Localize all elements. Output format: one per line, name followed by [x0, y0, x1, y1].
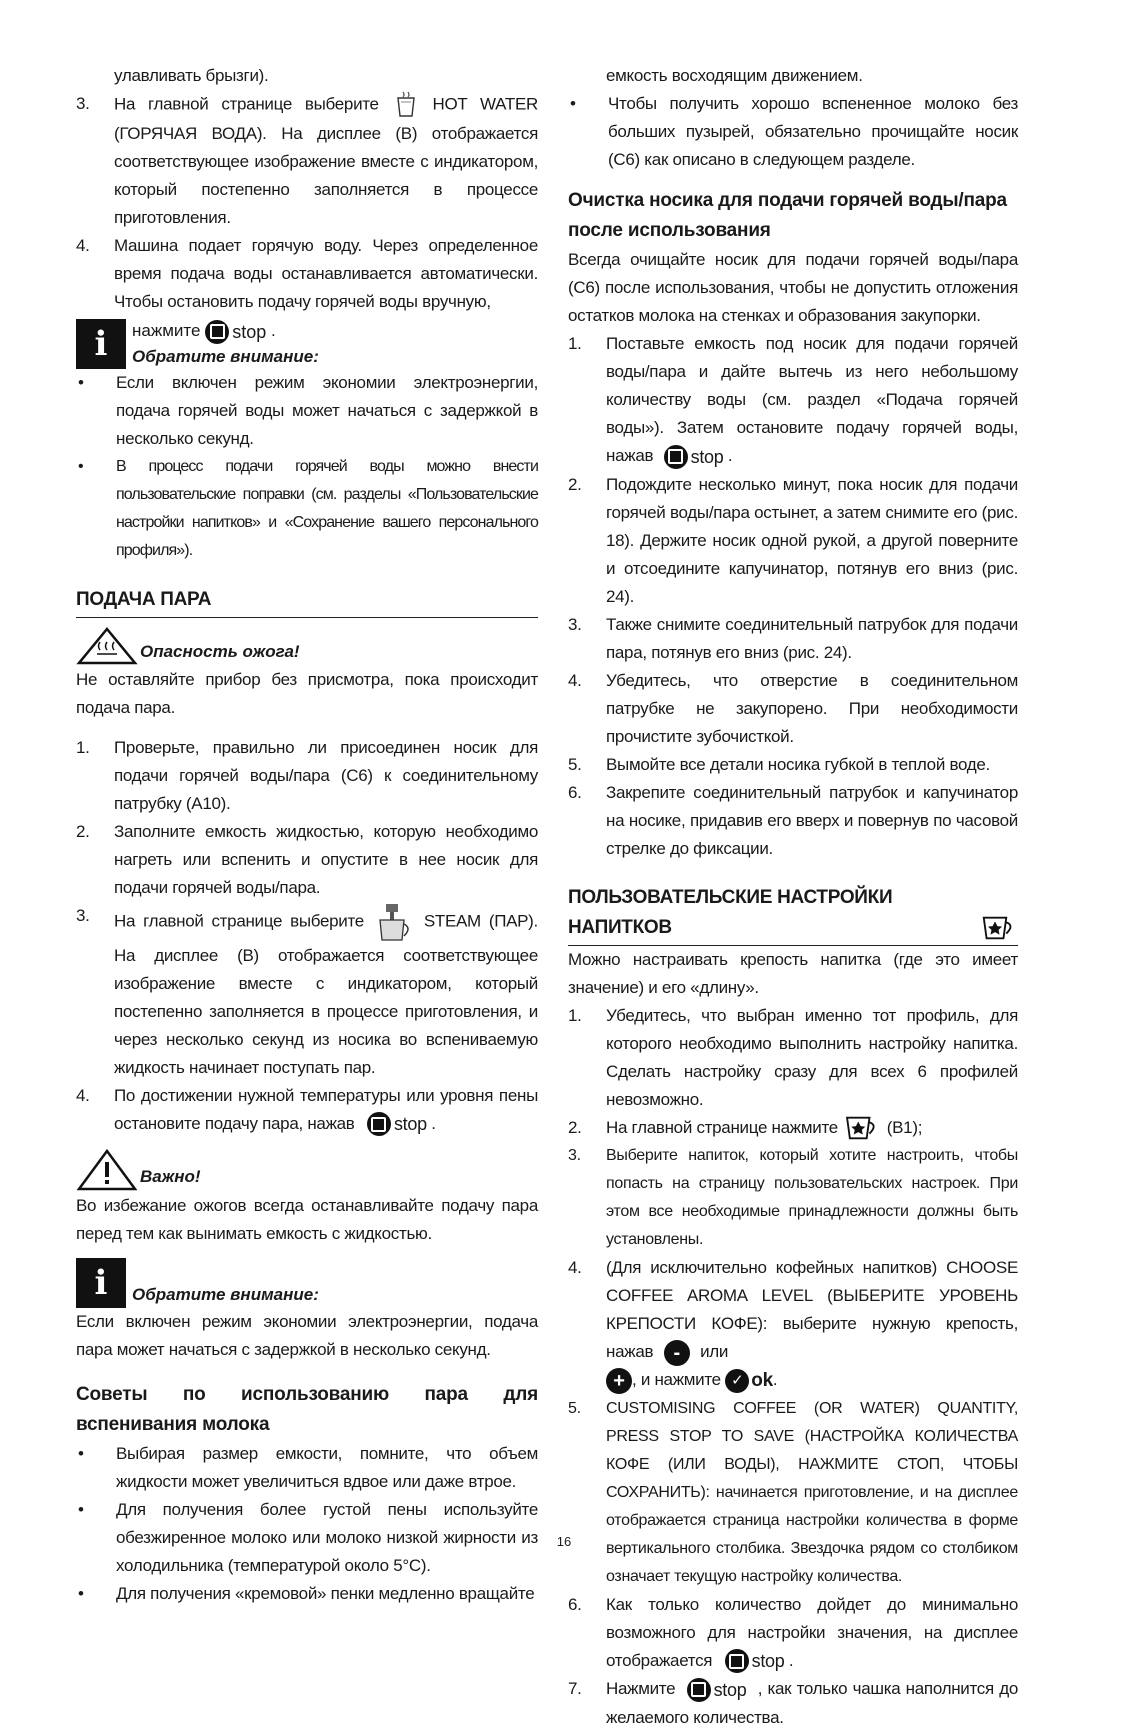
- steam-step: 3. На главной странице выберите STEAM (ПАР). На дисплее (B) отображается соответствующее изображение вместе с индикатором, который постепенно заполняется в процессе приготовления, и через несколько секунд из носика во вспениваемую жидкость начинает поступать пар.: [76, 902, 538, 1082]
- warning-icon: [76, 1148, 138, 1192]
- note-block-1: i нажмите stop . Обратите внимание:: [76, 318, 538, 369]
- star-cup-icon: [980, 913, 1018, 943]
- stop-button-icon: stop: [687, 1676, 747, 1704]
- custom-step: 4. (Для исключительно кофейных напитков) CHOOSE COFFEE AROMA LEVEL (ВЫБЕРИТЕ УРОВЕНЬ КРЕПОСТИ КОФЕ): выберите нужную крепость, нажав - или + , и нажмите ✓ ok .: [568, 1254, 1018, 1395]
- custom-step: 6. Как только количество дойдет до минимально возможного для настройки значения, на дисплее отображается stop .: [568, 1591, 1018, 1676]
- info-icon: i: [76, 319, 126, 369]
- clean-step: 5. Вымойте все детали носика губкой в теплой воде.: [568, 754, 990, 774]
- tips-continuation: емкость восходящим движением.: [606, 66, 863, 85]
- right-column: [568, 62, 1018, 1732]
- important-warning: [76, 1148, 538, 1192]
- ok-button-icon: ✓ ok: [725, 1367, 773, 1395]
- steam-jug-icon: [372, 902, 416, 942]
- press-label: нажмите: [132, 321, 201, 340]
- star-cup-icon: [842, 1114, 882, 1142]
- steam-step: 4. По достижении нужной температуры или уровня пены остановите подачу пара, нажав stop .: [76, 1082, 538, 1139]
- tips-bullet: • Выбирая размер емкости, помните, что объем жидкости может увеличиться вдвое или даже втрое.: [78, 1444, 538, 1492]
- tips-heading: Советы по использованию пара для вспенивания молока: [76, 1384, 538, 1436]
- custom-intro: Можно настраивать крепость напитка (где это имеет значение) и его «длину».: [568, 949, 1018, 997]
- note-bullet: • В процесс подачи горячей воды можно внести пользовательские поправки (см. разделы «Пользовательские настройки напитков» и «Сохранение вашего персонального профиля»).: [78, 457, 538, 559]
- important-title: Важно!: [140, 1167, 201, 1187]
- tips-bullet: • Для получения более густой пены используйте обезжиренное молоко или молоко низкой жирности из холодильника (температурой около 5°C).: [78, 1500, 538, 1576]
- note-bullet: • Если включен режим экономии электроэнергии, подача горячей воды может начаться с задержкой в несколько секунд.: [78, 372, 538, 448]
- hot-water-step-3: 3. На главной странице выберите HOT WATER (ГОРЯЧАЯ ВОДА). На дисплее (B) отображается соответствующее изображение вместе с индикатором, который постепенно заполняется в процессе приготовления.: [76, 90, 538, 232]
- clean-step: 3. Также снимите соединительный патрубок для подачи пара, потянув его вниз (рис. 24).: [568, 614, 1018, 662]
- tips-bullet: • Чтобы получить хорошо вспененное молоко без больших пузырей, обязательно прочищайте носик (C6) как описано в следующем разделе.: [570, 94, 1018, 169]
- stop-button-icon: stop: [367, 1110, 427, 1138]
- custom-step: 7. Нажмите stop , как только чашка наполнится до желаемого количества.: [568, 1675, 1018, 1732]
- minus-icon: -: [664, 1340, 690, 1366]
- steam-step: 2. Заполните емкость жидкостью, которую необходимо нагреть или вспенить и опустите в нее носик для подачи горячей воды/пара.: [76, 821, 538, 897]
- clean-step: 4. Убедитесь, что отверстие в соединительном патрубке не закупорено. При необходимости прочистите зубочисткой.: [568, 670, 1018, 746]
- page-number: 16: [556, 1534, 572, 1549]
- steam-step: 1. Проверьте, правильно ли присоединен носик для подачи горячей воды/пара (C6) к соединительному патрубку (A10).: [76, 737, 538, 813]
- hot-water-step-4: 4. Машина подает горячую воду. Через определенное время подача воды останавливается автоматически. Чтобы остановить подачу горячей воды вручную,: [76, 236, 538, 311]
- burn-text: Не оставляйте прибор без присмотра, пока происходит подача пара.: [76, 669, 538, 717]
- custom-step: 5. CUSTOMISING COFFEE (OR WATER) QUANTITY, PRESS STOP TO SAVE (НАСТРОЙКА КОЛИЧЕСТВА КОФЕ (ИЛИ ВОДЫ), НАЖМИТЕ СТОП, ЧТОБЫ СОХРАНИТЬ): начинается приготовление, и на дисплее отображается страница настройки количества в форме вертикального столбика. Звездочка рядом со столбиком означает текущую настройку количества.: [568, 1399, 1018, 1585]
- custom-step: 1. Убедитесь, что выбран именно тот профиль, для которого необходимо выполнить настройку напитка. Сделать настройку сразу для всех 6 профилей невозможно.: [568, 1005, 1018, 1109]
- left-column: [76, 62, 538, 1608]
- steam-heading: ПОДАЧА ПАРА: [76, 585, 538, 618]
- stop-button-icon: stop: [205, 319, 266, 345]
- note2-text: Если включен режим экономии электроэнергии, подача пара может начаться с задержкой в несколько секунд.: [76, 1312, 538, 1360]
- clean-step: 2. Подождите несколько минут, пока носик для подачи горячей воды/пара остынет, а затем снимите его (рис. 18). Держите носик одной рукой, а другой поверните и отсоедините капучинатор, потянув его вниз (рис. 24).: [568, 474, 1018, 606]
- custom-step: 2. На главной странице нажмите (B1);: [568, 1114, 1018, 1143]
- plus-icon: +: [606, 1368, 632, 1394]
- important-text: Во избежание ожогов всегда останавливайте подачу пара перед тем как вынимать емкость с жидкостью.: [76, 1196, 538, 1244]
- clean-intro: Всегда очищайте носик для подачи горячей воды/пара (C6) после использования, чтобы не допустить отложения остатков молока на стенках и образования закупорки.: [568, 250, 1018, 325]
- info-icon: i: [76, 1258, 126, 1308]
- custom-heading: ПОЛЬЗОВАТЕЛЬСКИЕ НАСТРОЙКИ НАПИТКОВ: [568, 883, 1018, 946]
- stop-button-icon: stop: [725, 1647, 785, 1675]
- note-title: Обратите внимание:: [132, 1285, 319, 1305]
- burn-title: Опасность ожога!: [140, 641, 300, 661]
- intro-continuation: улавливать брызги).: [114, 66, 269, 85]
- clean-step: 6. Закрепите соединительный патрубок и капучинатор на носике, придавив его вверх и повернув по часовой стрелке до фиксации.: [568, 782, 1018, 858]
- burn-warning: [76, 626, 538, 666]
- note-block-2: [76, 1258, 538, 1308]
- note-title: Обратите внимание:: [132, 346, 319, 366]
- hot-surface-warning-icon: [76, 626, 138, 666]
- tips-bullet: • Для получения «кремовой» пенки медленно вращайте: [78, 1584, 535, 1604]
- custom-step: 3. Выберите напиток, который хотите настроить, чтобы попасть на страницу пользовательских настроек. При этом все необходимые принадлежности должны быть установлены.: [568, 1147, 1018, 1249]
- stop-button-icon: stop: [664, 443, 724, 471]
- hot-water-cup-icon: [392, 90, 420, 120]
- clean-heading: Очистка носика для подачи горячей воды/пара после использования: [568, 190, 1007, 241]
- clean-step: 1. Поставьте емкость под носик для подачи горячей воды/пара и дайте вытечь из него небольшому количеству воды (см. раздел «Подача горячей воды»). Затем остановите подачу горячей воды, нажав stop .: [568, 330, 1018, 471]
